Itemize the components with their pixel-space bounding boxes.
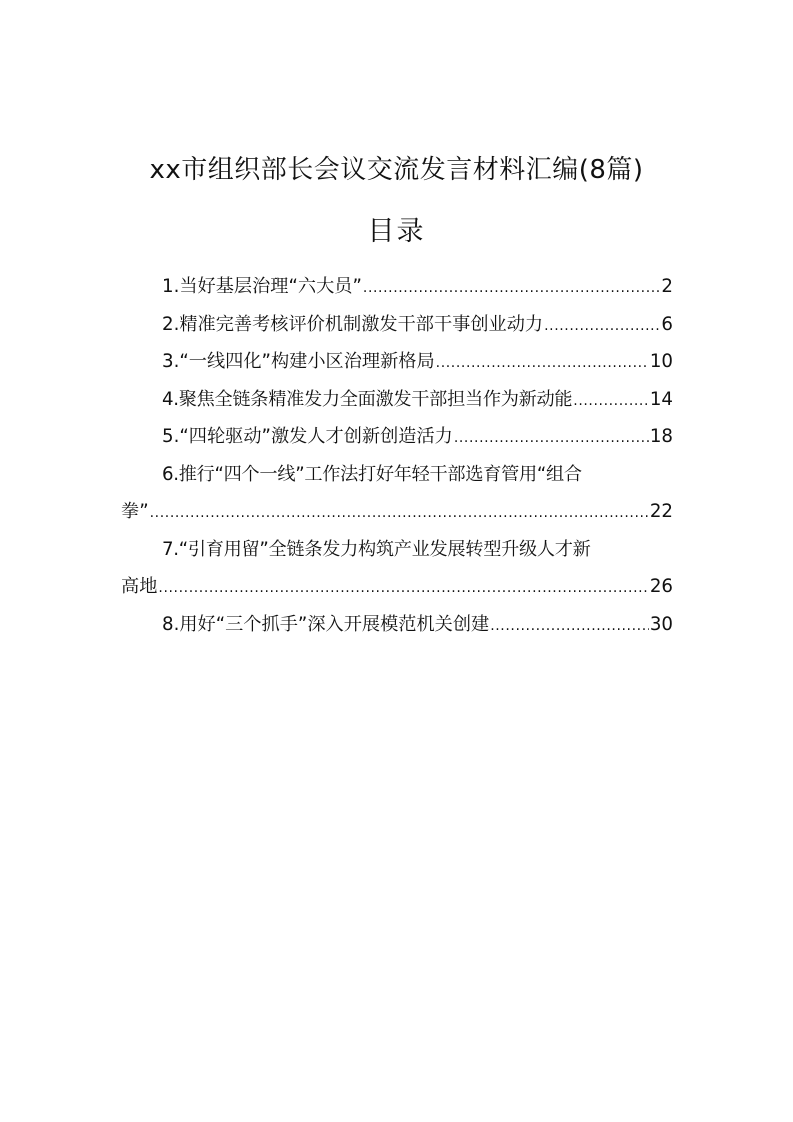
toc-page-number: 22 [649,501,673,522]
toc-dot-leader [573,383,649,421]
toc-entry-6-line-2[interactable] [121,493,673,531]
toc-entry-title: 1.当好基层治理“六大员” [162,276,362,297]
toc-entry-3[interactable] [121,343,673,381]
toc-entry-7-line-1[interactable] [121,531,673,569]
toc-entry-title: 4.聚焦全链条精准发力全面激发干部担当作为新动能 [162,388,573,410]
toc-page-number: 10 [649,351,673,372]
toc-dot-leader [150,495,649,533]
toc-entry-title: 8.用好“三个抓手”深入开展模范机关创建 [162,613,490,635]
table-of-contents [121,268,673,643]
toc-dot-leader [158,570,648,608]
toc-dot-leader [454,420,649,458]
toc-page-number: 26 [649,576,673,597]
toc-entry-title: 6.推行“四个一线”工作法打好年轻干部选育管用“组合 [162,463,582,485]
toc-page-number: 18 [649,426,673,447]
toc-entry-title: 5.“四轮驱动”激发人才创新创造活力 [162,426,453,447]
toc-entry-title-continued: 拳” [121,501,149,522]
document-title: xx市组织部长会议交流发言材料汇编(8篇) [149,155,644,185]
toc-page-number: 30 [649,613,673,635]
toc-entry-6-line-1[interactable] [121,456,673,494]
toc-entry-1[interactable] [121,268,673,306]
toc-entry-title-continued: 高地 [121,576,158,597]
toc-dot-leader [436,345,649,383]
toc-entry-title: 3.“一线四化”构建小区治理新格局 [162,351,435,372]
toc-dot-leader [363,270,661,308]
toc-heading: 目录 [367,216,426,247]
toc-page-number: 6 [661,313,673,335]
toc-page-number: 2 [661,276,673,297]
toc-entry-5[interactable] [121,418,673,456]
toc-page-number: 14 [649,388,673,410]
toc-entry-8[interactable] [121,606,673,644]
toc-entry-2[interactable] [121,306,673,344]
toc-entry-4[interactable] [121,381,673,419]
toc-dot-leader [544,308,660,346]
toc-entry-7-line-2[interactable] [121,568,673,606]
toc-dot-leader [490,608,649,646]
toc-entry-title: 7.“引育用留”全链条发力构筑产业发展转型升级人才新 [162,538,591,560]
toc-entry-title: 2.精准完善考核评价机制激发干部干事创业动力 [162,313,544,335]
